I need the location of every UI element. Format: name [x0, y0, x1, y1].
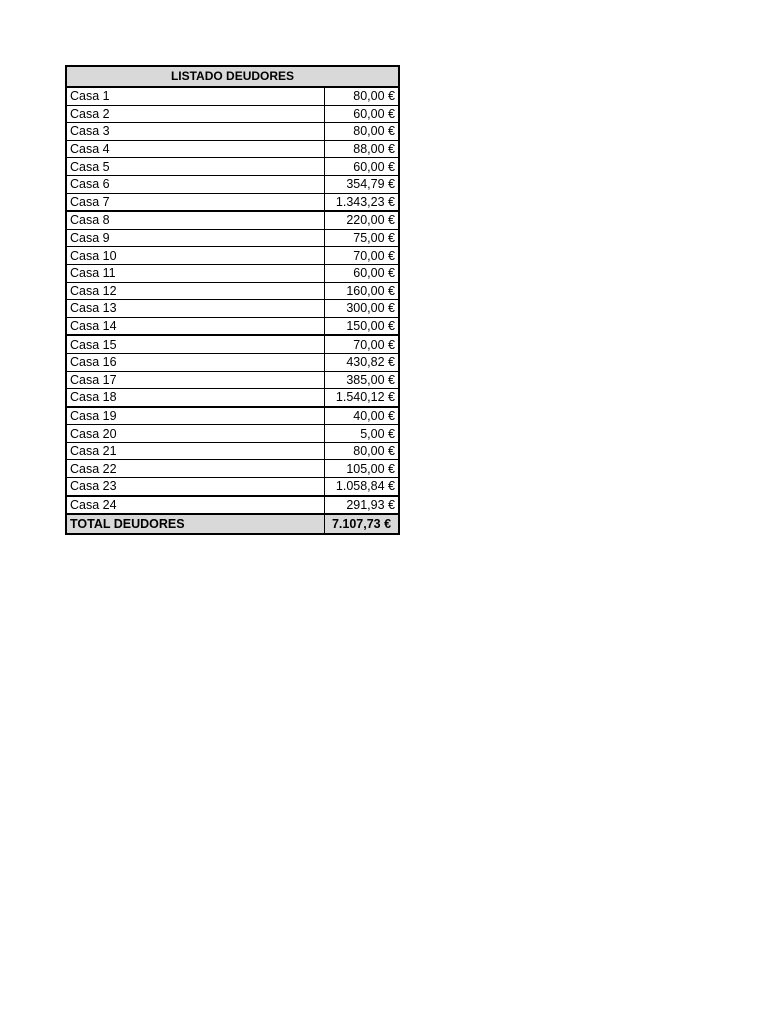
row-name: Casa 2 — [67, 105, 325, 123]
row-name: Casa 12 — [67, 282, 325, 300]
row-amount: 1.343,23 € — [325, 193, 399, 211]
table-row — [67, 175, 398, 193]
row-name: Casa 6 — [67, 175, 325, 193]
table-row — [67, 88, 398, 105]
total-label: TOTAL DEUDORES — [67, 514, 325, 533]
row-amount: 354,79 € — [325, 175, 399, 193]
row-name: Casa 3 — [67, 123, 325, 141]
table-row — [67, 335, 398, 353]
row-amount: 150,00 € — [325, 317, 399, 335]
table-row — [67, 460, 398, 478]
row-amount: 385,00 € — [325, 371, 399, 389]
table-title: LISTADO DEUDORES — [67, 67, 398, 88]
row-amount: 291,93 € — [325, 496, 399, 515]
row-name: Casa 14 — [67, 317, 325, 335]
table-row — [67, 425, 398, 443]
table-row — [67, 105, 398, 123]
row-name: Casa 15 — [67, 335, 325, 353]
row-name: Casa 13 — [67, 300, 325, 318]
row-name: Casa 5 — [67, 158, 325, 176]
row-name: Casa 16 — [67, 353, 325, 371]
table-row — [67, 353, 398, 371]
table-row — [67, 282, 398, 300]
total-row — [67, 514, 398, 533]
row-amount: 1.540,12 € — [325, 389, 399, 407]
row-amount: 40,00 € — [325, 407, 399, 425]
table-row — [67, 389, 398, 407]
table-row — [67, 407, 398, 425]
row-amount: 60,00 € — [325, 264, 399, 282]
row-amount: 300,00 € — [325, 300, 399, 318]
row-name: Casa 7 — [67, 193, 325, 211]
row-name: Casa 20 — [67, 425, 325, 443]
row-amount: 60,00 € — [325, 158, 399, 176]
table-row — [67, 211, 398, 229]
row-amount: 70,00 € — [325, 247, 399, 265]
table-row — [67, 478, 398, 496]
table-row — [67, 442, 398, 460]
row-amount: 220,00 € — [325, 211, 399, 229]
table-row — [67, 123, 398, 141]
row-name: Casa 11 — [67, 264, 325, 282]
row-name: Casa 8 — [67, 211, 325, 229]
table-row — [67, 264, 398, 282]
total-amount: 7.107,73 € — [325, 514, 399, 533]
row-name: Casa 22 — [67, 460, 325, 478]
row-name: Casa 10 — [67, 247, 325, 265]
row-name: Casa 9 — [67, 229, 325, 247]
row-name: Casa 17 — [67, 371, 325, 389]
table-row — [67, 247, 398, 265]
row-name: Casa 18 — [67, 389, 325, 407]
table-row — [67, 140, 398, 158]
row-name: Casa 1 — [67, 88, 325, 105]
row-amount: 80,00 € — [325, 88, 399, 105]
table-row — [67, 371, 398, 389]
table-row — [67, 317, 398, 335]
row-amount: 80,00 € — [325, 442, 399, 460]
row-amount: 1.058,84 € — [325, 478, 399, 496]
table-row — [67, 300, 398, 318]
debtors-grid — [67, 88, 398, 533]
row-name: Casa 23 — [67, 478, 325, 496]
row-name: Casa 4 — [67, 140, 325, 158]
table-row — [67, 158, 398, 176]
row-amount: 105,00 € — [325, 460, 399, 478]
row-name: Casa 21 — [67, 442, 325, 460]
row-name: Casa 19 — [67, 407, 325, 425]
row-amount: 70,00 € — [325, 335, 399, 353]
row-amount: 80,00 € — [325, 123, 399, 141]
table-row — [67, 193, 398, 211]
table-row — [67, 496, 398, 515]
row-amount: 160,00 € — [325, 282, 399, 300]
row-amount: 88,00 € — [325, 140, 399, 158]
table-row — [67, 229, 398, 247]
debtors-table — [65, 65, 400, 535]
row-amount: 75,00 € — [325, 229, 399, 247]
row-amount: 430,82 € — [325, 353, 399, 371]
row-amount: 60,00 € — [325, 105, 399, 123]
row-amount: 5,00 € — [325, 425, 399, 443]
row-name: Casa 24 — [67, 496, 325, 515]
